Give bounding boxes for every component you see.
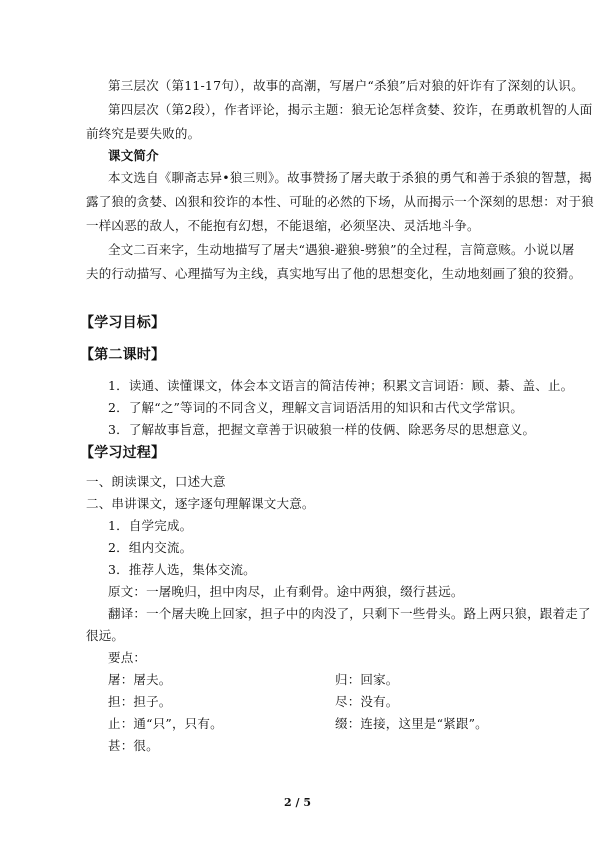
key-point-left-1: 屠：屠夫。 [108, 672, 172, 687]
step-1: 一、朗读课文，口述大意 [86, 474, 226, 489]
key-points-title: 要点： [108, 650, 147, 665]
key-point-left-4: 甚：很。 [108, 738, 159, 753]
goal-item-3: 3．了解故事旨意，把握文章善于识破狼一样的伎俩、除恶务尽的思想意义。 [108, 422, 536, 437]
key-point-left-3: 止：通“只”，只有。 [108, 716, 223, 731]
intro-title: 课文简介 [108, 148, 159, 163]
substep-2: 2．组内交流。 [108, 540, 193, 555]
substep-1: 1．自学完成。 [108, 518, 193, 533]
goal-item-2: 2．了解“之”等词的不同含义，理解文言词语活用的知识和古代文学常识。 [108, 400, 524, 415]
paragraph-layer4-line1: 第四层次（第2段），作者评论，揭示主题：狼无论怎样贪婪、狡诈，在勇敢机智的人面 [108, 102, 593, 117]
heading-learning-goals: 【学习目标】 [80, 315, 166, 331]
paragraph-layer3: 第三层次（第11-17句），故事的高潮，写屠户“杀狼”后对狼的奸诈有了深刻的认识。 [108, 78, 584, 93]
heading-second-lesson: 【第二课时】 [80, 347, 166, 363]
summary-paragraph-line2: 夫的行动描写、心理描写为主线，真实地写出了他的思想变化，生动地刻画了狼的狡猾。 [86, 266, 582, 281]
summary-paragraph-line1: 全文二百来字，生动地描写了屠夫“遇狼-避狼-劈狼”的全过程，言简意赅。小说以屠 [108, 242, 575, 257]
key-point-right-3: 缀：连接，这里是“紧跟”。 [335, 716, 488, 731]
goal-item-1: 1．读通、读懂课文，体会本文语言的简洁传神；积累文言词语：顾、綦、盖、止。 [108, 378, 574, 393]
page-number: 2 / 5 [284, 796, 311, 809]
translation-line2: 很远。 [86, 628, 125, 643]
translation-line1: 翻译：一个屠夫晚上回家，担子中的肉没了，只剩下一些骨头。路上两只狼，跟着走了 [108, 606, 591, 621]
step-2: 二、串讲课文，逐字逐句理解课文大意。 [86, 496, 315, 511]
intro-paragraph-line1: 本文选自《聊斋志异•狼三则》。故事赞扬了屠夫敢于杀狼的勇气和善于杀狼的智慧，揭 [108, 170, 592, 185]
key-point-right-1: 归：回家。 [335, 672, 399, 687]
intro-paragraph-line2: 露了狼的贪婪、凶狠和狡诈的本性、可耻的必然的下场，从而揭示一个深刻的思想：对于狼 [86, 194, 595, 209]
original-text: 原文：一屠晚归，担中肉尽，止有剩骨。途中两狼，缀行甚远。 [108, 584, 464, 599]
paragraph-layer4-line2: 前终究是要失败的。 [86, 126, 201, 141]
key-point-right-2: 尽：没有。 [335, 694, 399, 709]
substep-3: 3．推荐人选，集体交流。 [108, 562, 256, 577]
key-point-left-2: 担：担子。 [108, 694, 172, 709]
intro-paragraph-line3: 一样凶恶的敌人，不能抱有幻想，不能退缩，必须坚决、灵活地斗争。 [86, 218, 480, 233]
heading-learning-process: 【学习过程】 [80, 445, 166, 461]
